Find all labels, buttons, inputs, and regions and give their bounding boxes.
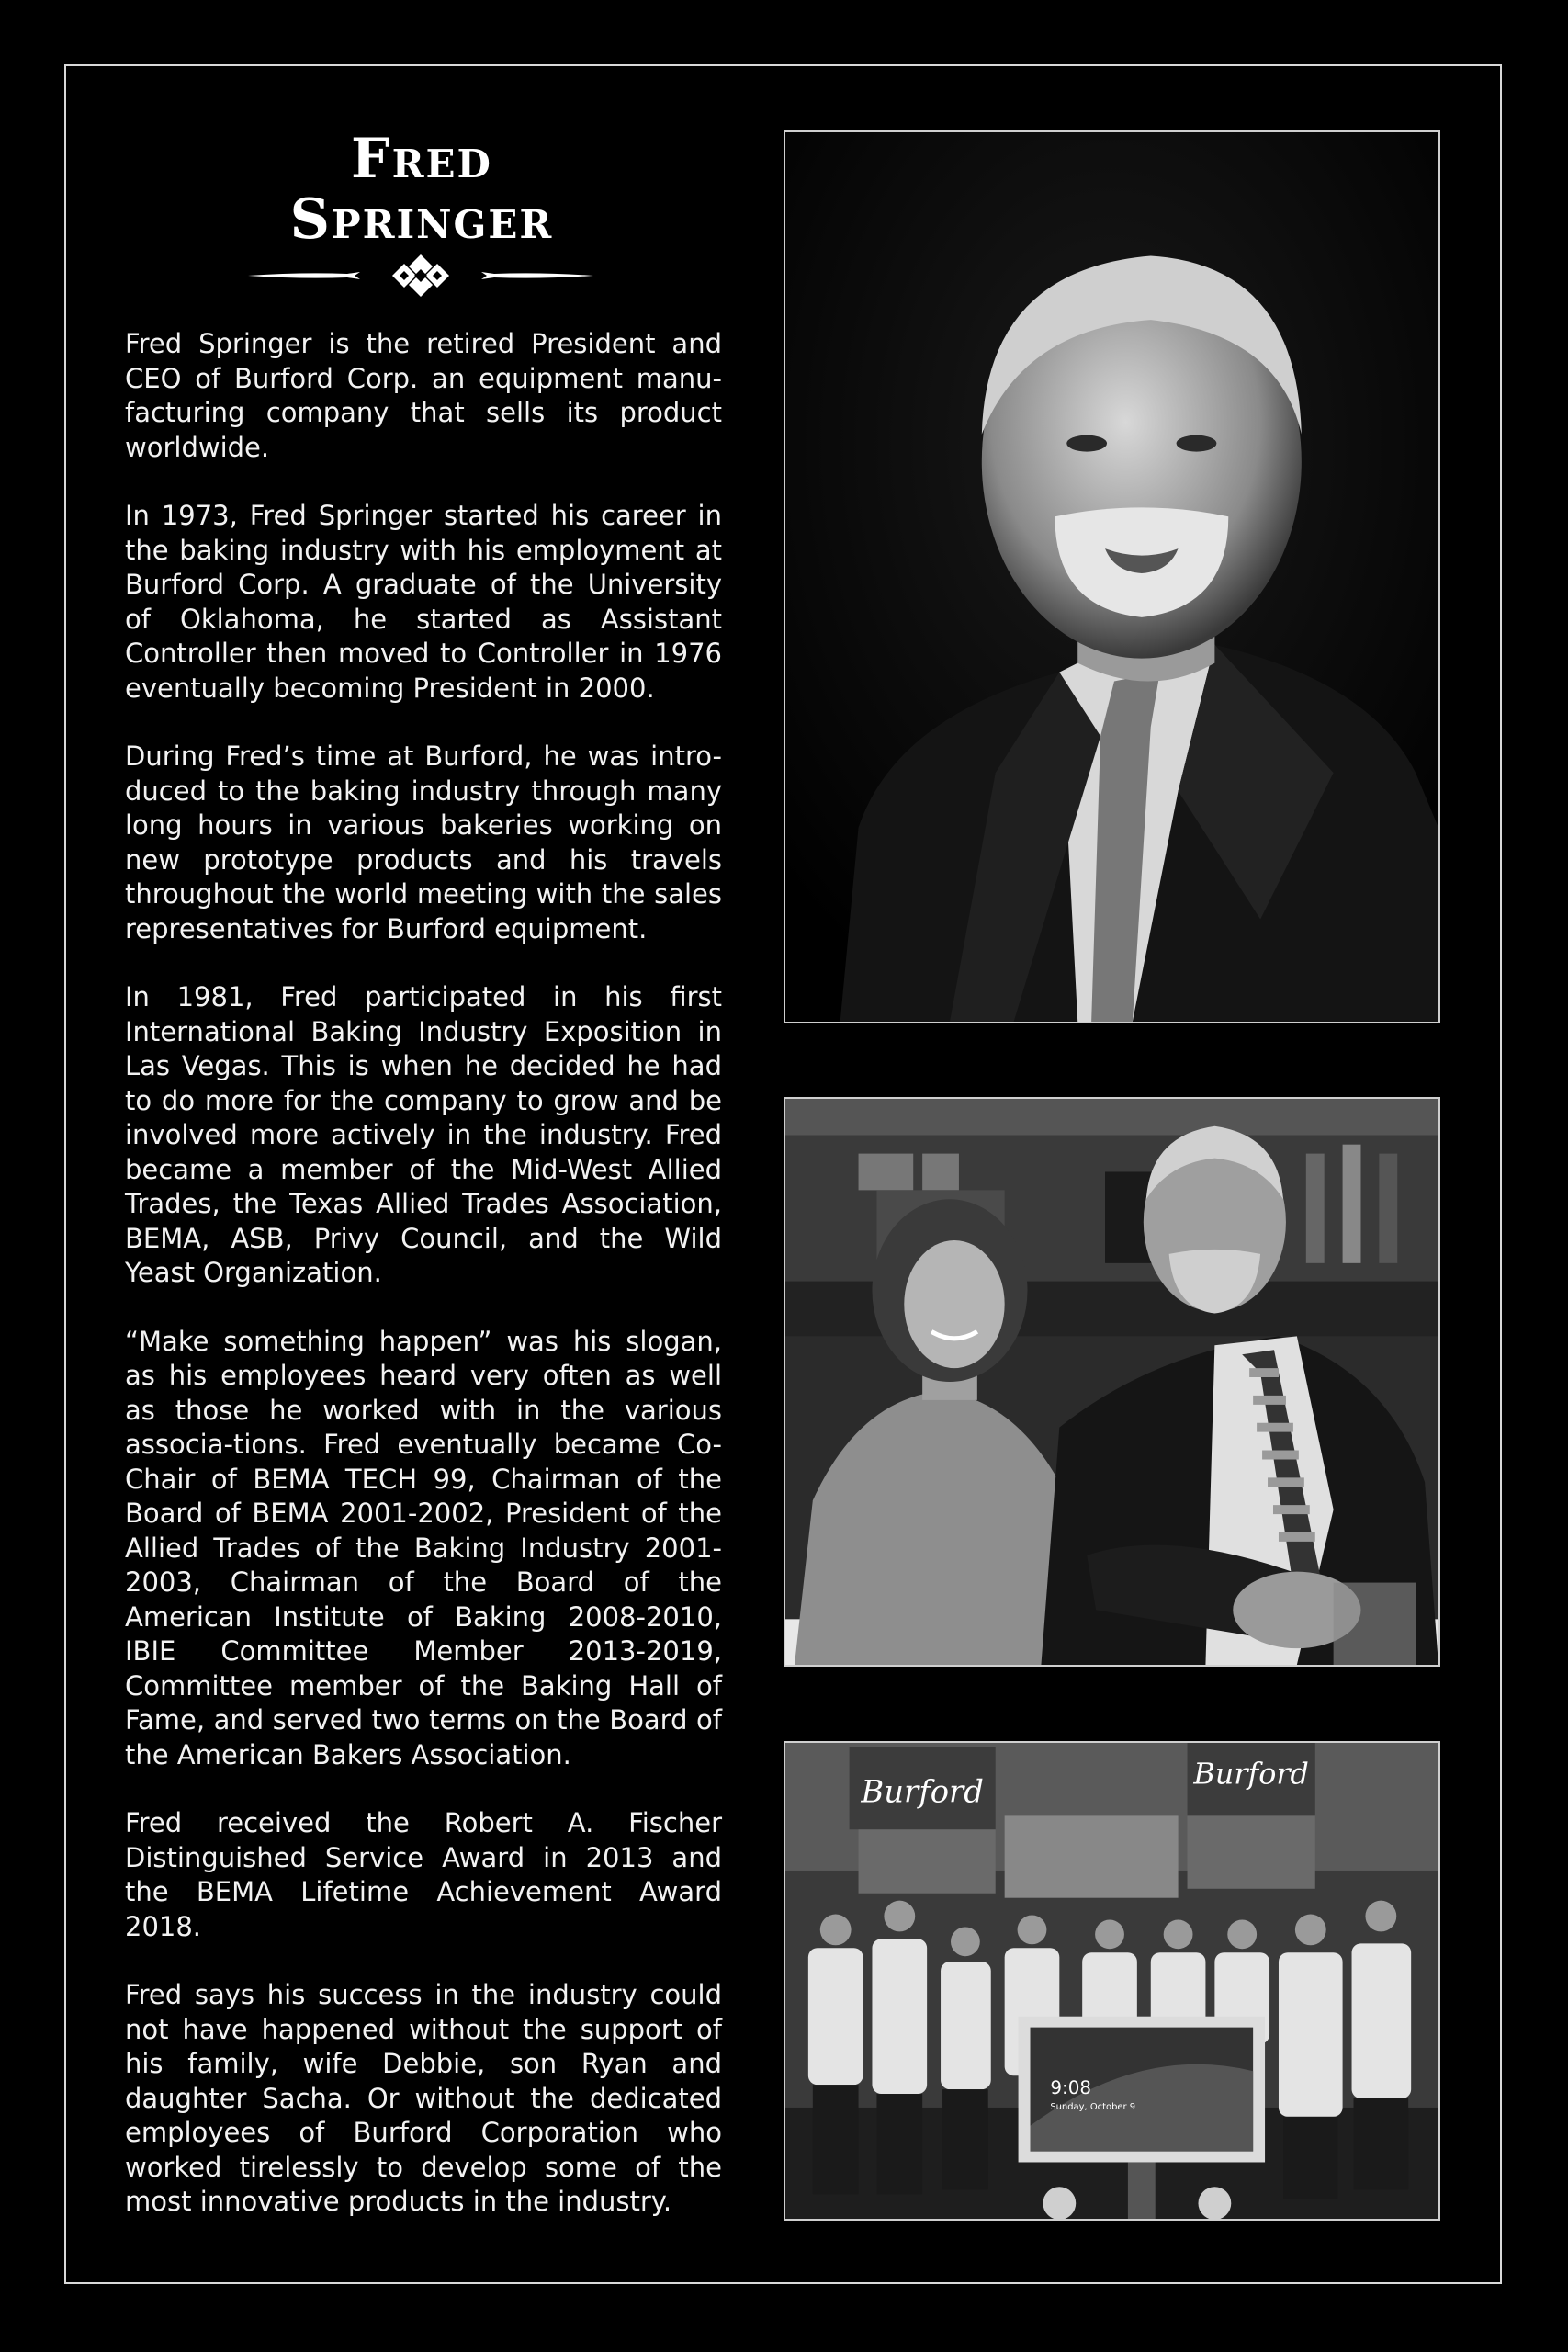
- page-title: [123, 129, 720, 250]
- bio-paragraph: Fred says his success in the industry could not have happened without the support of his family, wife Debbie, son Ryan and daughter Sacha. Or without the dedicated employees of Burford Corporation who worked tirelessly to develop some of the most innovative products in the industry.: [125, 1979, 722, 2217]
- bio-paragraph: “Make something happen” was his slogan, as his employees heard very often as well as those he worked with in the various associa-tions. Fred eventually became Co-Chair of BEMA TECH 99, Chairman of the Board of BEMA 2001-2002, President of the Allied Trades of the Baking Industry 2001-2003, Chairman of the Board of the American Institute of Baking 2008-2010, IBIE Committee Member 2013-2019, Committee member of the Baking Hall of Fame, and served two terms on the Board of the American Bakers Association.: [125, 1325, 722, 1770]
- title-first-name: Fred: [351, 127, 492, 191]
- booth-sign-left: Burford: [861, 1773, 984, 1810]
- bio-paragraph: In 1973, Fred Springer started his career in the baking industry with his employment at Burford Corp. A graduate of the University of Oklahoma, he started as Assistant Controller then moved to Controller in 1976 eventually becoming President in 2000.: [125, 500, 722, 704]
- screen-date: Sunday, October 9: [1050, 2101, 1136, 2112]
- team-booth-photo: [784, 1741, 1440, 2221]
- booth-sign-right: Burford: [1193, 1758, 1309, 1792]
- bio-paragraph: Fred Springer is the retired President and CEO of Burford Corp. an equipment manu-facturing company that sells its product worldwide.: [125, 328, 722, 463]
- biography: [125, 327, 722, 2254]
- bio-paragraph: Fred received the Robert A. Fischer Distinguished Service Award in 2013 and the BEMA Lifetime Achievement Award 2018.: [125, 1807, 722, 1942]
- screen-time: 9:08: [1050, 2077, 1092, 2099]
- title-last-name: Springer: [289, 187, 554, 252]
- bio-paragraph: In 1981, Fred participated in his first International Baking Industry Exposition in Las Vegas. This is when he decided he had to do more for the company to grow and be involved more actively in the industry. Fred became a member of the Mid-West Allied Trades, the Texas Allied Trades Association, BEMA, ASB, Privy Council, and the Wild Yeast Organization.: [125, 981, 722, 1288]
- ornament-divider-icon: [246, 253, 595, 299]
- portrait-photo: [784, 130, 1440, 1023]
- bio-paragraph: During Fred’s time at Burford, he was intro-duced to the baking industry through many long hours in various bakeries working on new prototype products and his travels throughout the world meeting with the sales representatives for Burford equipment.: [125, 741, 722, 944]
- couple-photo: [784, 1097, 1440, 1667]
